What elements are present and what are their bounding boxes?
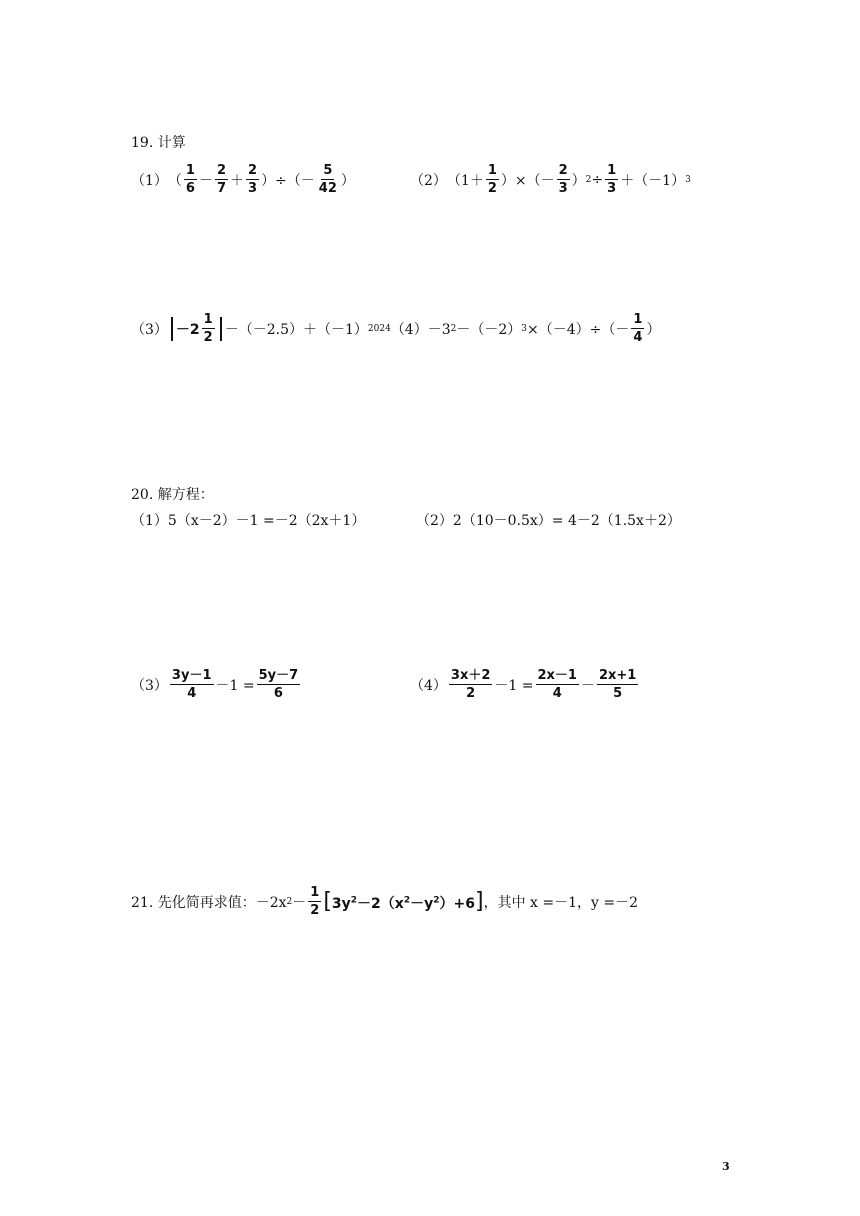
q20-part4: （4） $\frac{3x+2}{2}$ －1 = $\frac{2x-1}{4}$ － $\frac{2x+1}{5}$ (410, 668, 637, 701)
q19-part1-open: （ (167, 172, 182, 189)
mixed-number: －2 $\frac{1}{2}$ (175, 312, 213, 345)
abs-bar-right (220, 317, 222, 341)
q19-part3-label: （3） (131, 321, 168, 338)
fraction: $\frac{2}{3}$ (248, 163, 258, 196)
fraction: $\frac{3x+2}{2}$ (450, 668, 491, 701)
q21-expression: 21. 先化简再求值：－2x 2 － $\frac{1}{2}$ $[3y^2-2(x^2-y^2)+6]$ ，其中 x =－1，y =－2 (131, 885, 639, 918)
fraction: $\frac{1}{6}$ (185, 163, 195, 196)
fraction: $\frac{2x+1}{5}$ (598, 668, 637, 701)
q19-heading: 19. 计算 (131, 135, 186, 151)
fraction: $\frac{5}{42}$ (318, 163, 337, 196)
q19-part2: （2） （1＋ $\frac{1}{2}$ ）×（－ $\frac{2}{3}$ ） 2 ÷ $\frac{1}{3}$ ＋（－1） 3 (410, 163, 691, 196)
q19-part3-4: （3） －2 $\frac{1}{2}$ －（－2.5）＋（－1） 2024 （4） －3 2 －（－2） 3 ×（－4）÷（－ $\frac{1}{4}$ ） (131, 312, 661, 345)
q20-part3: （3） $\frac{3y-1}{4}$ －1 = $\frac{5y-7}{6}$ (131, 668, 299, 701)
abs-bar-left (171, 317, 173, 341)
fraction: $\frac{5y-7}{6}$ (258, 668, 299, 701)
fraction: $\frac{2x-1}{4}$ (537, 668, 577, 701)
fraction: $\frac{3y-1}{4}$ (171, 668, 212, 701)
q19-part2-label: （2） (410, 172, 447, 189)
page-number: 3 (722, 1160, 730, 1173)
q20-heading: 20. 解方程： (131, 487, 214, 503)
q19-part4-label: （4） (390, 321, 428, 338)
q20-part2: （2）2（10－0.5x）= 4－2（1.5x＋2） (416, 513, 681, 529)
fraction: $\frac{2}{3}$ (558, 163, 568, 196)
q20-part3-label: （3） (131, 677, 168, 694)
q19-part1: （1） （ $\frac{1}{6}$ － $\frac{2}{7}$ ＋ $\frac{2}{3}$ ）÷（－ $\frac{5}{42}$ ） (131, 163, 355, 196)
q20-part4-label: （4） (410, 677, 447, 694)
fraction: $\frac{1}{2}$ (487, 163, 497, 196)
fraction: $\frac{2}{7}$ (216, 163, 227, 196)
bracket-expression: $[3y^2-2(x^2-y^2)+6]$ (323, 888, 484, 914)
q19-part1-label: （1） (131, 172, 168, 189)
fraction: $\frac{1}{4}$ (633, 312, 643, 345)
fraction: $\frac{1}{3}$ (607, 163, 617, 196)
fraction: $\frac{1}{2}$ (310, 885, 320, 918)
q20-part1: （1）5（x－2）－1 =－2（2x＋1） (131, 513, 366, 529)
